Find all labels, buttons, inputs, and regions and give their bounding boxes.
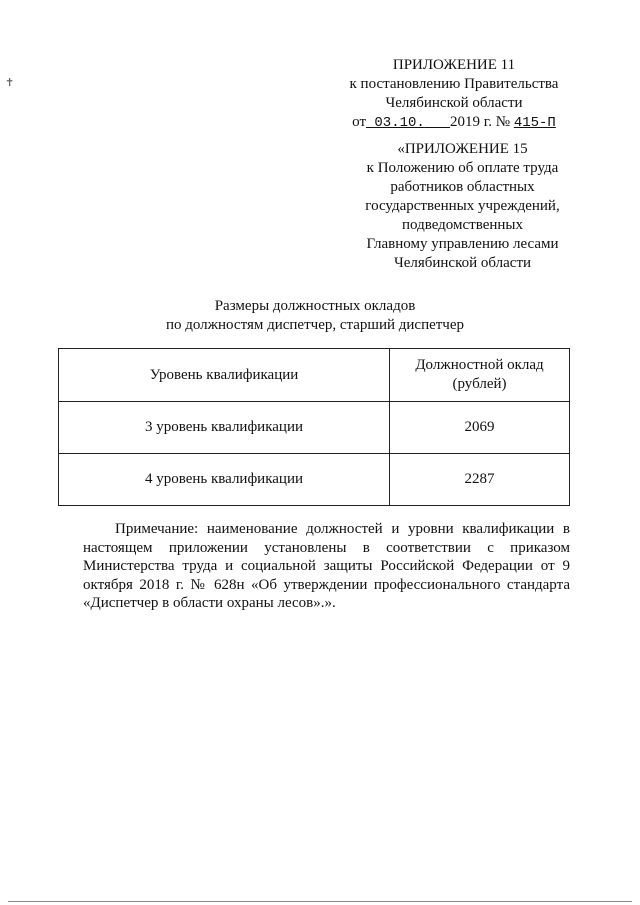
table-row bbox=[59, 402, 570, 454]
appendix-15-line: подведомственных bbox=[401, 217, 524, 233]
appendix-15-line: к Положению об оплате труда bbox=[366, 160, 559, 176]
cell-salary: 2069 bbox=[390, 402, 570, 454]
cell-level: 4 уровень квалификации bbox=[59, 454, 390, 506]
table-title bbox=[100, 297, 530, 335]
table-header-row bbox=[59, 349, 570, 402]
header-qualification-level: Уровень квалификации bbox=[59, 349, 390, 402]
footnote: Примечание: наименование должностей и уровни квалификации в настоящем приложении установлены в соответствии с приказом Министерства труда и социальной защиты Российской Федерации от 9 октября 2018 г. № 628н «Об утверждении профессионального стандарта «Диспетчер в области охраны лесов».». bbox=[83, 521, 570, 611]
appendix-15-line: работников областных bbox=[390, 179, 535, 195]
date-suffix: 2019 г. № bbox=[450, 114, 511, 130]
salary-table bbox=[58, 348, 570, 506]
margin-mark: ✝ bbox=[5, 77, 15, 89]
appendix-11-title: ПРИЛОЖЕНИЕ 11 bbox=[392, 57, 516, 73]
appendix-15-title: «ПРИЛОЖЕНИЕ 15 bbox=[397, 141, 528, 157]
appendix-15-line: государственных учреждений, bbox=[365, 198, 560, 214]
table-title-line2: по должностям диспетчер, старший диспетчер bbox=[165, 317, 465, 333]
appendix-11-line2: Челябинской области bbox=[385, 95, 523, 111]
appendix-15-line: Главному управлению лесами bbox=[366, 236, 559, 252]
appendix-11-header bbox=[338, 56, 570, 133]
page-bottom-edge bbox=[8, 901, 632, 902]
appendix-11-line1: к постановлению Правительства bbox=[349, 76, 559, 92]
cell-salary: 2287 bbox=[390, 454, 570, 506]
date-value: 03.10. bbox=[374, 115, 425, 131]
date-prefix: от bbox=[352, 114, 366, 130]
appendix-15-header bbox=[355, 140, 570, 273]
decree-number: 415-П bbox=[513, 115, 556, 131]
cell-level: 3 уровень квалификации bbox=[59, 402, 390, 454]
table-title-line1: Размеры должностных окладов bbox=[214, 298, 416, 314]
table-row bbox=[59, 454, 570, 506]
appendix-15-line: Челябинской области bbox=[393, 255, 532, 271]
appendix-11-date-line bbox=[338, 113, 570, 133]
header-salary: Должностной оклад (рублей) bbox=[390, 349, 570, 402]
